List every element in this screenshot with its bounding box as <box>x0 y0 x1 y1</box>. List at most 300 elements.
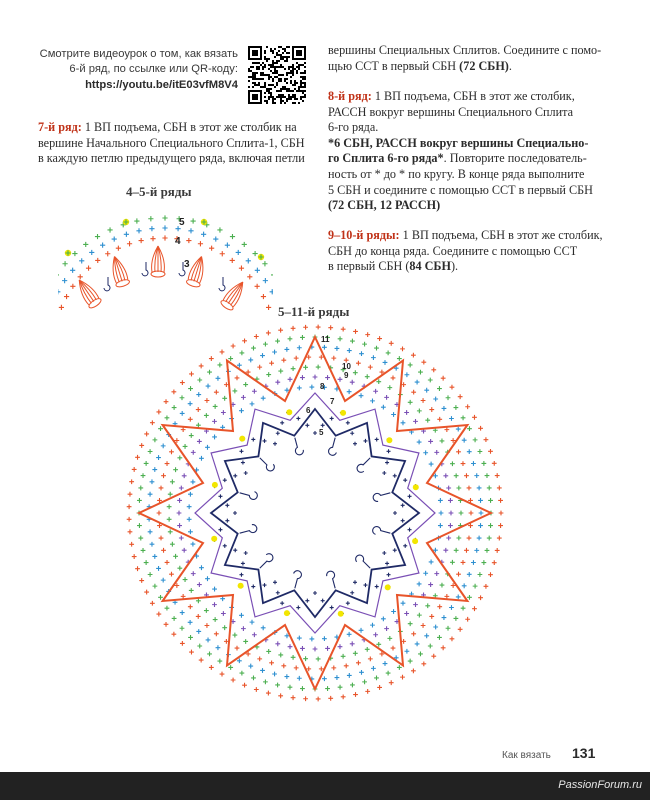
stitch-mark <box>213 617 218 622</box>
hook-stitch <box>290 570 302 589</box>
stitch-mark <box>153 437 158 442</box>
stitch-mark <box>170 479 175 484</box>
stitch-mark <box>488 523 493 528</box>
stitch-mark <box>263 278 268 283</box>
stitch-mark <box>188 604 193 609</box>
row-label-8: 8 <box>320 382 325 391</box>
stitch-mark <box>201 232 206 237</box>
stitch-mark <box>417 582 422 587</box>
stitch-mark <box>239 266 244 271</box>
stitch-mark <box>429 462 434 467</box>
stitch-mark <box>478 449 483 454</box>
stitch-mark <box>284 674 289 679</box>
stitch-mark <box>297 636 302 641</box>
stitch-mark <box>473 584 478 589</box>
stitch-mark <box>128 529 133 534</box>
stitch-mark <box>144 461 149 466</box>
stitch-mark <box>269 361 274 366</box>
stitch-mark <box>291 326 296 331</box>
stitch-mark <box>456 572 461 577</box>
stitch-mark <box>471 560 476 565</box>
stitch-mark <box>196 407 201 412</box>
stitch-mark <box>199 658 204 663</box>
intro-line-1: Смотрите видеоурок о том, как вязать <box>39 48 238 60</box>
stitch-mark <box>408 621 413 626</box>
stitch-mark <box>212 602 217 607</box>
stitch-mark <box>205 445 210 450</box>
stitch-mark <box>331 665 336 670</box>
stitch-mark <box>350 591 354 595</box>
stitch-mark <box>417 613 422 618</box>
stitch-mark <box>365 689 370 694</box>
stitch-mark <box>217 227 222 232</box>
stitch-mark <box>217 363 222 368</box>
stitch-mark <box>441 645 446 650</box>
stitch-mark <box>478 595 483 600</box>
stitch-mark <box>288 336 293 341</box>
stitch-mark <box>462 438 467 443</box>
stitch-mark <box>294 356 299 361</box>
stitch-mark <box>347 632 352 637</box>
stitch-mark <box>443 473 448 478</box>
row-9-10-line-3a: в первый СБН ( <box>328 259 410 274</box>
stitch-mark <box>450 461 455 466</box>
stitch-mark <box>161 548 166 553</box>
row-7-line-1: 1 ВП подъема, СБН в этот же столбик на <box>81 120 297 134</box>
stitch-mark <box>456 595 461 600</box>
stitch-mark <box>408 400 413 405</box>
stitch-mark <box>241 461 245 465</box>
stitch-mark <box>374 346 379 351</box>
stitch-mark <box>271 272 273 277</box>
stitch-mark <box>205 576 210 581</box>
stitch-mark <box>403 544 407 548</box>
orange-star-outline <box>139 337 491 689</box>
stitch-mark <box>303 325 308 330</box>
stitch-mark <box>478 572 483 577</box>
hook-stitch <box>142 262 148 276</box>
row-label-4: 4 <box>175 236 181 247</box>
stitch-mark <box>363 583 367 587</box>
stitch-mark <box>244 471 248 475</box>
stitch-mark <box>188 620 193 625</box>
diagram-rows-5-11 <box>120 318 510 708</box>
stitch-mark <box>313 431 317 435</box>
stitch-mark <box>187 517 192 522</box>
stitch-mark <box>188 228 193 233</box>
row-8-line-5a: го Сплита 6-го ряда* <box>328 151 444 166</box>
stitch-mark <box>173 554 178 559</box>
stitch-mark <box>242 242 247 247</box>
stitch-mark <box>488 572 493 577</box>
stitch-mark <box>300 646 305 651</box>
stitch-mark <box>473 437 478 442</box>
stitch-mark <box>205 623 210 628</box>
stitch-mark <box>162 235 167 240</box>
stitch-mark <box>180 411 185 416</box>
stitch-mark <box>197 439 202 444</box>
stitch-mark <box>231 678 236 683</box>
stitch-mark <box>487 536 492 541</box>
stitch-mark <box>260 668 265 673</box>
stitch-mark <box>322 676 327 681</box>
stitch-mark <box>188 635 193 640</box>
marker-dot <box>385 584 391 590</box>
footer-section-name: Как вязать <box>502 750 551 761</box>
stitch-mark <box>165 606 170 611</box>
stitch-mark <box>437 386 442 391</box>
stitch-mark <box>273 580 277 584</box>
stitch-mark <box>95 258 100 263</box>
hook-stitch <box>326 570 338 589</box>
stitch-mark <box>385 561 389 565</box>
stitch-mark <box>276 431 280 435</box>
stitch-mark <box>375 437 379 441</box>
stitch-mark <box>330 606 334 610</box>
stitch-mark <box>377 336 382 341</box>
stitch-mark <box>359 393 364 398</box>
marker-dot <box>238 583 244 589</box>
stitch-mark <box>450 385 455 390</box>
stitch-mark <box>408 494 412 498</box>
stitch-mark <box>150 479 155 484</box>
stitch-mark <box>335 346 340 351</box>
stitch-mark <box>467 449 472 454</box>
stitch-mark <box>136 228 141 233</box>
stitch-mark <box>423 450 428 455</box>
stitch-mark <box>481 560 486 565</box>
stitch-mark <box>228 665 233 670</box>
stitch-mark <box>107 227 112 232</box>
stitch-mark <box>253 251 258 256</box>
stitch-mark <box>448 523 453 528</box>
stitch-mark <box>177 511 182 516</box>
stitch-mark <box>424 633 429 638</box>
stitch-mark <box>148 529 153 534</box>
stitch-mark <box>454 473 459 478</box>
marker-dot <box>412 538 418 544</box>
stitch-mark <box>232 633 237 638</box>
stitch-mark <box>164 399 169 404</box>
stitch-mark <box>456 486 461 491</box>
stitch-mark <box>316 697 321 702</box>
stitch-mark <box>498 523 503 528</box>
stitch-mark <box>153 584 158 589</box>
stitch-mark <box>461 415 466 420</box>
stitch-mark <box>243 639 248 644</box>
stitch-mark <box>239 613 244 618</box>
stitch-mark <box>291 366 296 371</box>
stitch-mark <box>391 412 396 417</box>
stitch-mark <box>425 603 430 608</box>
stitch-mark <box>462 583 467 588</box>
stitch-mark <box>251 437 255 441</box>
stitch-mark <box>467 572 472 577</box>
stitch-mark <box>368 365 373 370</box>
stitch-mark <box>477 486 482 491</box>
stitch-mark <box>296 606 300 610</box>
stitch-mark <box>212 587 217 592</box>
stitch-mark <box>168 529 173 534</box>
stitch-mark <box>370 398 375 403</box>
stitch-mark <box>217 659 222 664</box>
stitch-mark <box>382 551 386 555</box>
row-7-continuation <box>328 43 608 74</box>
stitch-mark <box>404 372 409 377</box>
stitch-mark <box>216 376 221 381</box>
stitch-mark <box>188 386 193 391</box>
special-split <box>151 246 165 277</box>
stitch-mark <box>440 439 445 444</box>
stitch-mark <box>344 663 349 668</box>
stitch-mark <box>225 519 229 523</box>
stitch-mark <box>316 365 321 370</box>
stitch-mark <box>252 389 257 394</box>
stitch-mark <box>250 401 255 406</box>
stitch-mark <box>70 268 75 273</box>
stitch-mark <box>421 661 426 666</box>
stitch-mark <box>95 234 100 239</box>
stitch-mark <box>397 356 402 361</box>
row-label-5b: 5 <box>319 428 324 437</box>
stitch-mark <box>464 548 469 553</box>
stitch-mark <box>438 523 443 528</box>
stitch-mark <box>218 528 222 532</box>
stitch-mark <box>189 433 194 438</box>
stitch-mark <box>205 398 210 403</box>
stitch-mark <box>212 435 217 440</box>
stitch-mark <box>353 370 358 375</box>
stitch-mark <box>464 473 469 478</box>
stitch-mark <box>356 660 361 665</box>
stitch-mark <box>183 444 188 449</box>
stitch-mark <box>495 548 500 553</box>
stitch-mark <box>275 380 280 385</box>
stitch-mark <box>303 656 308 661</box>
stitch-mark <box>162 215 167 220</box>
stitch-mark <box>228 356 233 361</box>
marker-dot <box>212 482 218 488</box>
stitch-mark <box>444 427 449 432</box>
stitch-mark <box>408 659 413 664</box>
stitch-mark <box>400 346 405 351</box>
stitch-mark <box>241 626 246 631</box>
marker-dot <box>340 410 346 416</box>
stitch-mark <box>222 625 227 630</box>
stitch-mark <box>156 566 161 571</box>
stitch-mark <box>72 251 77 256</box>
stitch-mark <box>370 623 375 628</box>
qr-code-icon[interactable] <box>248 46 306 104</box>
marker-dot <box>284 610 290 616</box>
stitch-mark <box>263 679 268 684</box>
stitch-mark <box>263 583 267 587</box>
hook-stitch <box>238 524 257 536</box>
row-9-10-line-3c: ). <box>450 259 459 274</box>
diagram-rows-4-5 <box>58 200 273 320</box>
row-7-count: (72 СБН) <box>459 58 509 73</box>
stitch-mark <box>189 372 194 377</box>
stitch-mark <box>220 350 225 355</box>
stitch-mark <box>172 616 177 621</box>
stitch-mark <box>425 418 430 423</box>
stitch-mark <box>429 560 434 565</box>
stitch-mark <box>280 601 284 605</box>
stitch-mark <box>421 623 426 628</box>
stitch-mark <box>266 372 271 377</box>
stitch-mark <box>389 680 394 685</box>
stitch-mark <box>86 266 91 271</box>
stitch-mark <box>183 577 188 582</box>
stitch-mark <box>232 389 237 394</box>
stitch-mark <box>300 335 305 340</box>
stitch-mark <box>309 385 314 390</box>
video-link[interactable]: https://youtu.be/itE03vfM8V4 <box>85 78 238 91</box>
stitch-mark <box>70 284 75 289</box>
stitch-mark <box>266 691 271 696</box>
stitch-mark <box>404 410 409 415</box>
stitch-mark <box>162 225 167 230</box>
marker-dot <box>413 484 419 490</box>
stitch-mark <box>150 542 155 547</box>
marker-dot <box>386 437 392 443</box>
stitch-mark <box>165 415 170 420</box>
stitch-mark <box>262 261 267 266</box>
stitch-mark <box>278 653 283 658</box>
stitch-mark <box>403 478 407 482</box>
stitch-mark <box>89 250 94 255</box>
stitch-mark <box>62 261 67 266</box>
stitch-mark <box>276 591 280 595</box>
stitch-mark <box>294 665 299 670</box>
stitch-mark <box>138 486 143 491</box>
stitch-mark <box>129 542 134 547</box>
stitch-mark <box>241 561 245 565</box>
stitch-mark <box>197 378 202 383</box>
stitch-mark <box>254 334 259 339</box>
stitch-mark <box>230 234 235 239</box>
stitch-mark <box>223 478 227 482</box>
stitch-mark <box>371 666 376 671</box>
stitch-mark <box>461 560 466 565</box>
stitch-mark <box>177 566 182 571</box>
stitch-mark <box>438 498 443 503</box>
stitch-mark <box>467 536 472 541</box>
stitch-mark <box>347 673 352 678</box>
row-8-label: 8-й ряд: <box>328 89 372 103</box>
stitch-mark <box>393 474 397 478</box>
hook-stitch <box>258 454 276 472</box>
stitch-mark <box>497 536 502 541</box>
stitch-mark <box>179 486 184 491</box>
stitch-mark <box>168 492 173 497</box>
stitch-mark <box>477 536 482 541</box>
stitch-mark <box>235 646 240 651</box>
row-8-count: (72 СБН, 12 РАССН) <box>328 198 441 213</box>
stitch-mark <box>278 369 283 374</box>
stitch-mark <box>401 601 406 606</box>
stitch-mark <box>465 617 470 622</box>
stitch-mark <box>269 660 274 665</box>
stitch-mark <box>362 342 367 347</box>
stitch-mark <box>341 327 346 332</box>
stitch-mark <box>138 536 143 541</box>
stitch-mark <box>316 657 321 662</box>
stitch-mark <box>278 328 283 333</box>
marker-dot <box>338 611 344 617</box>
stitch-mark <box>148 449 153 454</box>
stitch-mark <box>350 683 355 688</box>
stitch-mark <box>300 686 305 691</box>
stitch-mark <box>450 636 455 641</box>
stitch-mark <box>261 396 266 401</box>
stitch-mark <box>497 486 502 491</box>
stitch-mark <box>303 696 308 701</box>
row-label-5: 5 <box>179 217 185 228</box>
stitch-mark <box>156 612 161 617</box>
stitch-mark <box>376 642 381 647</box>
stitch-mark <box>391 376 396 381</box>
stitch-mark <box>169 449 174 454</box>
marker-dot <box>286 409 292 415</box>
stitch-mark <box>132 554 137 559</box>
stitch-mark <box>401 519 405 523</box>
stitch-mark <box>190 542 195 547</box>
row-8-line-7: 5 СБН и соедините с помощью ССТ в первый СБН <box>328 182 593 197</box>
hook-stitch <box>372 526 391 538</box>
stitch-mark <box>281 358 286 363</box>
stitch-mark <box>328 325 333 330</box>
stitch-mark <box>408 363 413 368</box>
stitch-mark <box>350 641 355 646</box>
stitch-mark <box>263 342 268 347</box>
stitch-mark <box>196 392 201 397</box>
stitch-mark <box>442 406 447 411</box>
stitch-mark <box>375 585 379 589</box>
stitch-mark <box>492 560 497 565</box>
stitch-mark <box>171 632 176 637</box>
hook-stitch <box>104 277 110 291</box>
stitch-mark <box>158 595 163 600</box>
stitch-mark <box>186 238 191 243</box>
stitch-mark <box>177 523 182 528</box>
stitch-mark <box>263 439 267 443</box>
stitch-mark <box>173 467 178 472</box>
stitch-mark <box>214 390 219 395</box>
stitch-mark <box>266 649 271 654</box>
stitch-mark <box>105 251 110 256</box>
stitch-mark <box>484 584 489 589</box>
marker-dot <box>239 436 245 442</box>
stitch-mark <box>288 685 293 690</box>
stitch-mark <box>161 473 166 478</box>
page-number: 131 <box>572 745 596 761</box>
stitch-mark <box>281 663 286 668</box>
stitch-mark <box>248 358 253 363</box>
row-8-line-6: ность от * до * по кругу. В конце ряда выполните <box>328 166 585 181</box>
stitch-mark <box>474 548 479 553</box>
stitch-mark <box>207 651 212 656</box>
stitch-mark <box>251 676 256 681</box>
stitch-mark <box>401 503 405 507</box>
stitch-mark <box>275 641 280 646</box>
stitch-mark <box>391 609 396 614</box>
stitch-mark <box>197 582 202 587</box>
stitch-mark <box>303 365 308 370</box>
stitch-mark <box>363 439 367 443</box>
stitch-mark <box>484 437 489 442</box>
stitch-mark <box>346 421 350 425</box>
